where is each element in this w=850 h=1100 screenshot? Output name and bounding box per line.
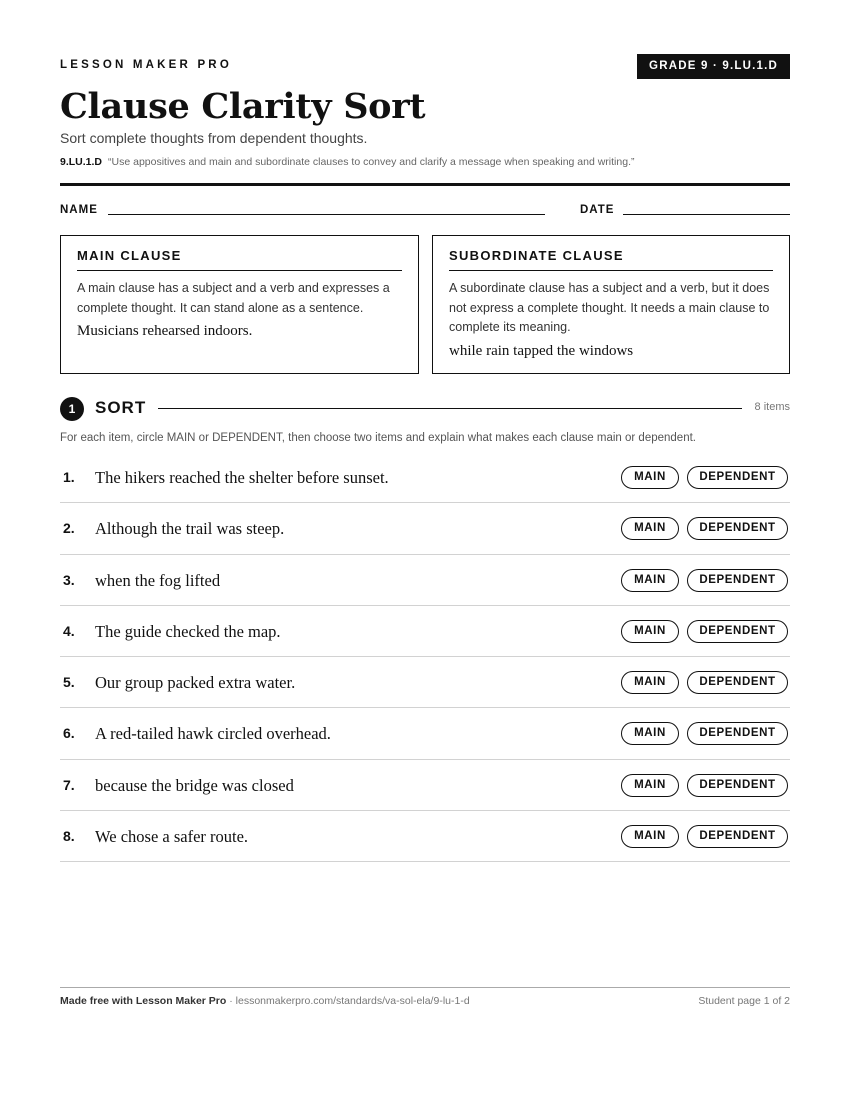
footer-made-with: Made free with Lesson Maker Pro xyxy=(60,995,227,1007)
item-sentence: We chose a safer route. xyxy=(95,827,249,847)
sort-item xyxy=(60,452,790,503)
name-label: NAME xyxy=(60,204,98,216)
page-number: Student page 1 of 2 xyxy=(698,995,790,1007)
sort-item xyxy=(60,606,790,657)
section-title: SORT xyxy=(95,398,147,417)
item-sentence: Our group packed extra water. xyxy=(95,673,296,693)
sort-item xyxy=(60,811,790,862)
sort-item xyxy=(60,708,790,759)
item-number: 2. xyxy=(63,520,75,537)
date-field[interactable] xyxy=(623,214,790,215)
section-number-badge: 1 xyxy=(60,397,84,421)
main-option-button[interactable]: MAIN xyxy=(621,671,679,694)
main-clause-title: MAIN CLAUSE xyxy=(77,248,402,271)
item-number: 5. xyxy=(63,674,75,691)
brand-name: LESSON MAKER PRO xyxy=(60,59,232,71)
sort-item xyxy=(60,555,790,606)
item-count: 8 items xyxy=(754,401,790,413)
subordinate-clause-definition-box xyxy=(432,235,790,374)
item-sentence: The hikers reached the shelter before sunset. xyxy=(95,468,389,487)
dependent-option-button[interactable]: DEPENDENT xyxy=(687,620,788,643)
main-option-button[interactable]: MAIN xyxy=(621,517,679,540)
subordinate-clause-example: while rain tapped the windows xyxy=(449,342,634,359)
date-label: DATE xyxy=(580,204,615,216)
main-option-button[interactable]: MAIN xyxy=(621,620,679,643)
sort-section-header xyxy=(60,397,790,421)
sort-item xyxy=(60,760,790,811)
item-sentence: because the bridge was closed xyxy=(95,775,294,795)
sort-item xyxy=(60,503,790,554)
main-option-button[interactable]: MAIN xyxy=(621,722,679,745)
page-subtitle: Sort complete thoughts from dependent thoughts. xyxy=(60,130,368,146)
sort-item-list xyxy=(60,452,790,862)
item-number: 3. xyxy=(63,571,75,588)
worksheet-page xyxy=(60,0,790,1100)
item-sentence: The guide checked the map. xyxy=(95,621,281,641)
dependent-option-button[interactable]: DEPENDENT xyxy=(687,722,788,745)
dependent-option-button[interactable]: DEPENDENT xyxy=(687,774,788,797)
main-clause-description: A main clause has a subject and a verb and expresses a complete thought. It can stand alone as a sentence. xyxy=(77,281,390,315)
page-title: Clause Clarity Sort xyxy=(60,86,426,127)
footer-divider xyxy=(60,987,790,988)
dependent-option-button[interactable]: DEPENDENT xyxy=(687,569,788,592)
item-sentence: when the fog lifted xyxy=(95,570,221,590)
item-sentence: Although the trail was steep. xyxy=(95,519,285,539)
grade-badge: GRADE 9 · 9.LU.1.D xyxy=(637,54,790,79)
standard-line xyxy=(60,156,634,168)
item-number: 7. xyxy=(63,776,75,793)
header-divider xyxy=(60,183,790,186)
main-clause-definition-box xyxy=(60,235,419,374)
main-option-button[interactable]: MAIN xyxy=(621,569,679,592)
item-number: 6. xyxy=(63,725,75,742)
subordinate-clause-description: A subordinate clause has a subject and a verb, but it does not express a complete thought. It needs a main clause to complete its meaning. xyxy=(449,281,770,334)
section-instructions: For each item, circle MAIN or DEPENDENT, then choose two items and explain what makes each clause main or dependent. xyxy=(60,432,696,444)
footer-credit xyxy=(60,995,470,1007)
section-divider xyxy=(158,408,742,409)
item-number: 1. xyxy=(63,469,75,485)
dependent-option-button[interactable]: DEPENDENT xyxy=(687,825,788,848)
main-option-button[interactable]: MAIN xyxy=(621,466,679,489)
main-option-button[interactable]: MAIN xyxy=(621,825,679,848)
dependent-option-button[interactable]: DEPENDENT xyxy=(687,517,788,540)
dependent-option-button[interactable]: DEPENDENT xyxy=(687,466,788,489)
name-field[interactable] xyxy=(108,214,545,215)
item-number: 4. xyxy=(63,622,75,639)
sort-item xyxy=(60,657,790,708)
footer-url-link[interactable]: · lessonmakerpro.com/standards/va-sol-ela/9-lu-1-d xyxy=(226,995,470,1007)
item-number: 8. xyxy=(63,828,75,845)
subordinate-clause-title: SUBORDINATE CLAUSE xyxy=(449,248,773,271)
main-option-button[interactable]: MAIN xyxy=(621,774,679,797)
dependent-option-button[interactable]: DEPENDENT xyxy=(687,671,788,694)
standard-text: “Use appositives and main and subordinate clauses to convey and clarify a message when speaking and writing.” xyxy=(108,156,635,168)
item-sentence: A red-tailed hawk circled overhead. xyxy=(95,724,331,744)
standard-code: 9.LU.1.D xyxy=(60,156,103,168)
main-clause-example: Musicians rehearsed indoors. xyxy=(77,323,253,339)
